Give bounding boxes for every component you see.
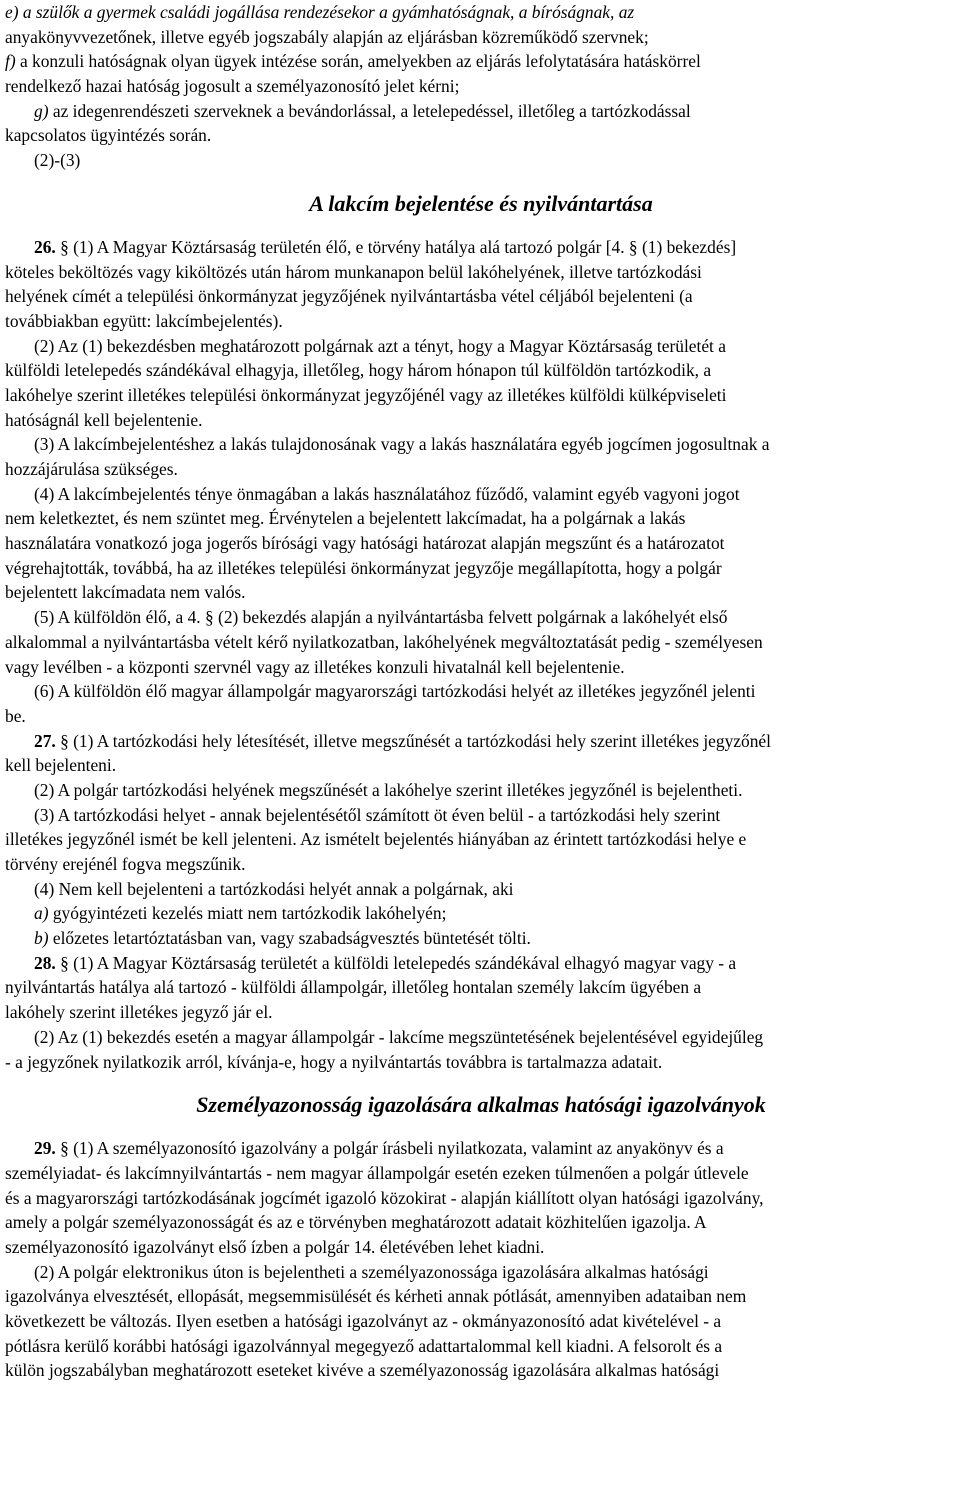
text-line-content: gyógyintézeti kezelés miatt nem tartózkodik lakóhelyén; (48, 903, 447, 924)
text-line (5, 901, 957, 926)
text-line: személyazonosító igazolványt első ízben a polgár 14. életévében lehet kiadni. (5, 1236, 545, 1257)
text-line (5, 235, 957, 260)
text-line-content: e) a szülők a gyermek családi jogállása rendezésekor a gyámhatóságnak, a bíróságnak, az (5, 2, 635, 22)
text-line: továbbiakban együtt: lakcímbejelentés). (5, 310, 283, 331)
text-line (5, 49, 957, 74)
text-line: lakóhelye szerint illetékes települési önkormányzat jegyzőjénél vagy az illetékes külföldi külképviseleti (5, 384, 727, 405)
text-line: (2) Az (1) bekezdésben meghatározott polgárnak azt a tényt, hogy a Magyar Köztársaság területét a (34, 335, 726, 356)
text-line-content: § (1) A Magyar Köztársaság területét a külföldi letelepedés szándékával elhagyó magyar vagy - a (55, 952, 737, 973)
text-line-content: a konzuli hatóságnak olyan ügyek intézése során, amelyekben az eljárás lefolytatására hatáskörrel (15, 51, 701, 72)
text-line: - a jegyzőnek nyilatkozik arról, kívánja-e, hogy a nyilvántartás továbbra is tartalmazza adatait. (5, 1051, 663, 1072)
text-line: hozzájárulása szükséges. (5, 459, 178, 479)
text-line: (2)-(3) (34, 150, 81, 171)
text-line: és a magyarországi tartózkodásának jogcímét igazoló közokirat - alapján kiállított olyan hatósági igazolvány, (5, 1187, 764, 1208)
item-marker: b) (34, 928, 49, 949)
text-line: pótlásra kerülő korábbi hatósági igazolvánnyal megegyező adattartalommal kell kiadni. A felsorolt és a (5, 1335, 723, 1356)
text-line-content: § (1) A tartózkodási hely létesítését, illetve megszűnését a tartózkodási hely szerint illetékes jegyzőnél (55, 730, 771, 751)
text-line (5, 99, 957, 124)
text-line: (2) A polgár elektronikus úton is bejelentheti a személyazonossága igazolására alkalmas hatósági (34, 1261, 709, 1282)
text-line: (3) A lakcímbejelentéshez a lakás tulajdonosának vagy a lakás használatára egyéb jogcímen jogosultnak a (34, 434, 770, 455)
section-heading: Személyazonosság igazolására alkalmas hatósági igazolványok (196, 1092, 766, 1118)
section-number: 29. (34, 1138, 56, 1159)
text-line: hatóságnál kell bejelentenie. (5, 409, 203, 430)
text-line: be. (5, 705, 26, 726)
text-line-content: § (1) A személyazonosító igazolvány a polgár írásbeli nyilatkozata, valamint az anyakönyv és a (55, 1138, 724, 1159)
text-line (5, 729, 957, 754)
text-line-content: előzetes letartóztatásban van, vagy szabadságvesztés büntetését tölti. (48, 928, 531, 949)
text-line: nem keletkeztet, és nem szüntet meg. Érvénytelen a bejelentett lakcímadat, ha a polgárnak a lakás (5, 508, 686, 529)
text-line: (3) A tartózkodási helyet - annak bejelentésétől számított öt éven belül - a tartózkodási hely szerint (34, 804, 721, 825)
text-line: helyének címét a települési önkormányzat jegyzőjének nyilvántartásba vétel céljából bejelenteni (a (5, 286, 693, 307)
text-line: végrehajtották, továbbá, ha az illetékes települési önkormányzat jegyzője megállapította, hogy a polgár (5, 557, 722, 578)
section-number: 27. (34, 730, 56, 751)
text-line: külön jogszabályban meghatározott eseteket kivéve a személyazonosság igazolására alkalmas hatósági (5, 1360, 720, 1381)
text-line: (4) A lakcímbejelentés ténye önmagában a lakás használatához fűződő, valamint egyéb vagyoni jogot (34, 483, 740, 504)
text-line: bejelentett lakcímadata nem valós. (5, 582, 246, 603)
text-line: igazolványa elvesztését, ellopását, megsemmisülését és kérheti annak pótlását, amennyiben adataiban nem (5, 1286, 747, 1307)
text-line: következett be változás. Ilyen esetben a hatósági igazolványt az - okmányazonosító adat kivételével - a (5, 1311, 722, 1331)
text-line: kell bejelenteni. (5, 755, 117, 776)
text-line: köteles beköltözés vagy kiköltözés után három munkanapon belül lakóhelyének, illetve tartózkodási (5, 261, 702, 282)
text-line (5, 1136, 957, 1161)
text-line: személyiadat- és lakcímnyilvántartás - nem magyar állampolgár esetén ezeken túlmenően a polgár útlevele (5, 1162, 749, 1183)
text-line-content: § (1) A Magyar Köztársaság területén élő, e törvény hatálya alá tartozó polgár [4. § (1) bekezdés] (55, 236, 737, 257)
item-marker: a) (34, 903, 49, 924)
text-line: kapcsolatos ügyintézés során. (5, 125, 212, 146)
text-line: alkalommal a nyilvántartásba vételt kérő nyilatkozatban, lakóhelyének megváltoztatását pedig - személyesen (5, 631, 763, 652)
text-line (5, 951, 957, 976)
text-line: (6) A külföldön élő magyar állampolgár magyarországi tartózkodási helyét az illetékes jegyzőnél jelenti (34, 681, 756, 702)
text-line: (5) A külföldön élő, a 4. § (2) bekezdés alapján a nyilvántartásba felvett polgárnak a lakóhelyét első (34, 607, 728, 628)
text-line: külföldi letelepedés szándékával elhagyja, illetőleg, hogy három hónapon túl külföldön tartózkodik, a (5, 360, 712, 381)
text-line: amely a polgár személyazonosságát és az e törvényben meghatározott adatait közhitelűen igazolja. A (5, 1212, 707, 1233)
section-number: 26. (34, 236, 56, 257)
text-line-content: az idegenrendészeti szerveknek a bevándorlással, a letelepedéssel, illetőleg a tartózkodással (48, 100, 691, 121)
text-line: rendelkező hazai hatóság jogosult a személyazonosító jelet kérni; (5, 76, 460, 97)
text-line: lakóhely szerint illetékes jegyző jár el. (5, 1002, 273, 1023)
text-line: (2) A polgár tartózkodási helyének megszűnését a lakóhelye szerint illetékes jegyzőnél is bejelentheti. (34, 779, 743, 800)
text-line: illetékes jegyzőnél ismét be kell jelenteni. Az ismételt bejelentés hiányában az érintett tartózkodási helye e (5, 829, 747, 850)
text-line: használatára vonatkozó joga jogerős bírósági vagy hatósági határozat alapján megszűnt és a határozatot (5, 533, 725, 554)
text-line (5, 0, 957, 25)
text-line (5, 926, 957, 951)
item-marker: f) (5, 51, 16, 72)
text-line: (4) Nem kell bejelenteni a tartózkodási helyét annak a polgárnak, aki (34, 878, 514, 899)
section-number: 28. (34, 952, 56, 973)
text-line: vagy levélben - a központi szervnél vagy az illetékes konzuli hivatalnál kell bejelentenie. (5, 656, 625, 677)
text-line: (2) Az (1) bekezdés esetén a magyar állampolgár - lakcíme megszüntetésének bejelentésével egyidejűleg (34, 1026, 764, 1047)
text-line: törvény erejénél fogva megszűnik. (5, 854, 246, 874)
section-heading: A lakcím bejelentése és nyilvántartása (309, 190, 653, 216)
text-line: nyilvántartás hatálya alá tartozó - külföldi állampolgár, illetőleg hontalan személy lakcím ügyében a (5, 977, 702, 998)
document-page (5, 0, 957, 1383)
item-marker: g) (34, 100, 49, 121)
text-line: anyakönyvvezetőnek, illetve egyéb jogszabály alapján az eljárásban közreműködő szervnek; (5, 26, 649, 47)
